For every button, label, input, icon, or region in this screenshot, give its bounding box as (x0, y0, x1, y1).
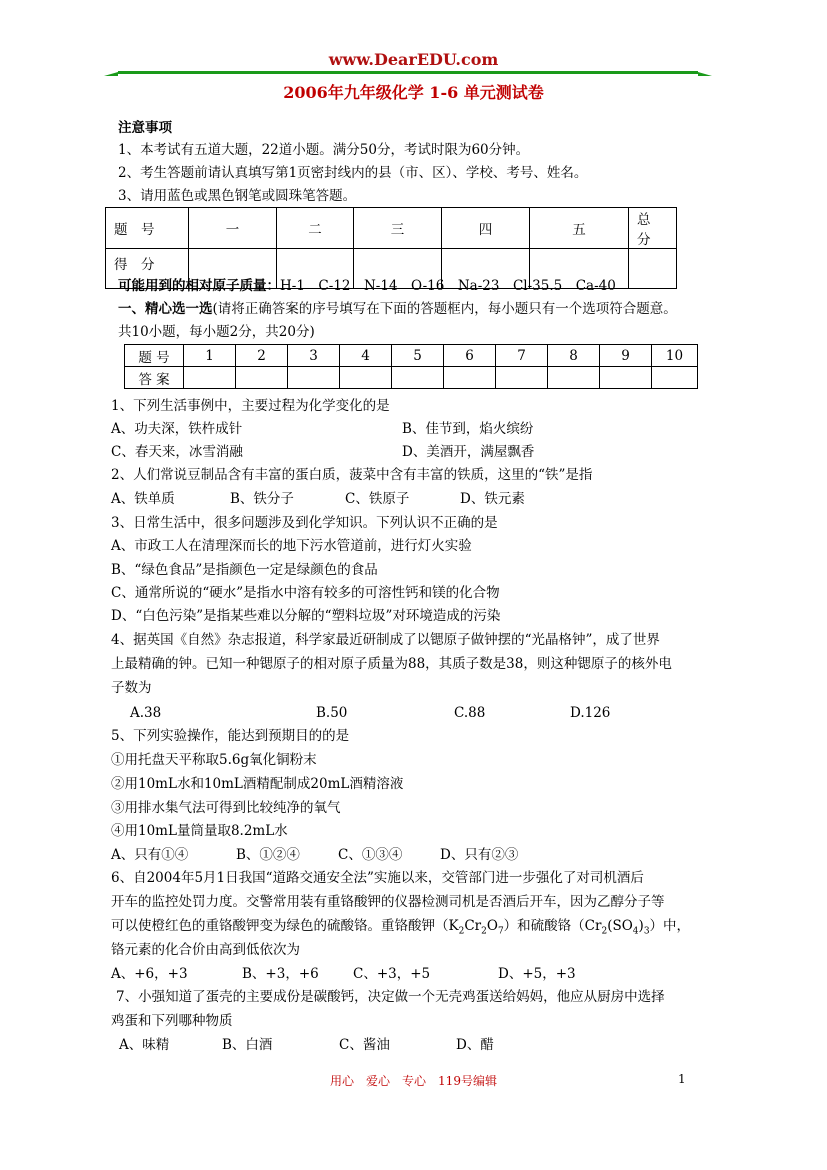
option-b: B、佳节到，焰火缤纷 (402, 421, 534, 437)
option-b: B.50 (316, 705, 348, 721)
option-b: B、①②④ (236, 847, 300, 863)
option-a: A、只有①④ (111, 847, 189, 863)
question-stem-cont: 铬元素的化合价由高到低依次为 (111, 942, 300, 958)
score-row-label: 得 分 (106, 249, 189, 289)
question-stem: 2、人们常说豆制品含有丰富的蛋白质，菠菜中含有丰富的铁质，这里的“铁”是指 (111, 467, 593, 483)
answer-row-label: 题 号 (125, 345, 184, 367)
option-c: C、通常所说的“硬水”是指水中溶有较多的可溶性钙和镁的化合物 (111, 585, 500, 601)
question-stem: 5、下列实验操作，能达到预期目的的是 (111, 728, 350, 744)
section1-instruction: (请将正确答案的序号填写在下面的答题框内，每小题只有一个选项符合题意。 (212, 301, 677, 317)
score-header-cell: 五 (530, 208, 629, 249)
answer-cell[interactable] (236, 367, 288, 389)
question-stem-cont: 上最精确的钟。已知一种锶原子的相对原子质量为88，其质子数是38，则这种锶原子的核外电 (111, 656, 672, 672)
statement-item: ④用10mL量筒量取8.2mL水 (111, 823, 288, 839)
option-a: A、+6，+3 (111, 966, 188, 982)
option-a: A、味精 (119, 1037, 170, 1053)
option-c: C、+3，+5 (353, 966, 431, 982)
score-header-cell: 题 号 (106, 208, 189, 249)
answer-cell[interactable] (288, 367, 340, 389)
option-b: B、+3，+6 (242, 966, 319, 982)
question-number-cell: 6 (444, 345, 496, 367)
atomic-mass-label: 可能用到的相对原子质量： (118, 278, 280, 294)
formula-text: ）和硫酸铬（Cr (503, 918, 602, 934)
question-stem-cont (111, 917, 690, 941)
question-stem: 6、自2004年5月1日我国“道路交通安全法”实施以来，交管部门进一步强化了对司机酒后 (111, 870, 644, 886)
option-c: C、①③④ (338, 847, 403, 863)
answer-cell[interactable] (392, 367, 444, 389)
answer-cell[interactable] (600, 367, 652, 389)
formula-text: O (486, 918, 498, 934)
question-stem-cont: 子数为 (111, 680, 152, 696)
subscript: 7 (497, 926, 504, 937)
question-number-cell: 3 (288, 345, 340, 367)
atomic-mass-line (118, 277, 616, 295)
option-d: D、醋 (456, 1037, 494, 1053)
question-stem: 7、小强知道了蛋壳的主要成份是碳酸钙，决定做一个无壳鸡蛋送给妈妈，他应从厨房中选择 (116, 989, 665, 1005)
option-d: D、只有②③ (440, 847, 519, 863)
question-number-cell: 4 (340, 345, 392, 367)
statement-item: ③用排水集气法可得到比较纯净的氧气 (111, 800, 341, 816)
formula-text: Cr (464, 918, 482, 934)
option-d: D、“白色污染”是指某些难以分解的“塑料垃圾”对环境造成的污染 (111, 608, 501, 624)
note-item: 2、考生答题前请认真填写第1页密封线内的县（市、区）、学校、考号、姓名。 (118, 165, 588, 181)
answer-cell[interactable] (444, 367, 496, 389)
question-number-cell: 7 (496, 345, 548, 367)
option-d: D、铁元素 (460, 491, 525, 507)
formula-text: ) (638, 918, 644, 934)
subscript: 2 (481, 926, 487, 937)
formula-text: (SO (607, 918, 633, 934)
answer-cell[interactable] (652, 367, 698, 389)
statement-item: ①用托盘天平称取5.6g氧化铜粉末 (111, 752, 317, 768)
subscript: 4 (632, 926, 639, 937)
formula-text: 可以使橙红色的重铬酸钾变为绿色的硫酸铬。重铬酸钾（K (111, 918, 459, 934)
option-a: A、市政工人在清理深而长的地下污水管道前，进行灯火实验 (111, 538, 472, 554)
option-a: A、铁单质 (111, 491, 175, 507)
section1-instruction-cont: 共10小题，每小题2分，共20分) (118, 324, 315, 340)
question-stem-cont: 开车的监控处罚力度。交警常用装有重铬酸钾的仪器检测司机是否酒后开车，因为乙醇分子等 (111, 894, 665, 910)
question-stem: 1、下列生活事例中，主要过程为化学变化的是 (111, 398, 390, 414)
option-b: B、“绿色食品”是指颜色一定是绿颜色的食品 (111, 562, 378, 578)
score-header-cell: 总 分 (629, 208, 677, 249)
option-d: D.126 (570, 705, 611, 721)
option-b: B、白酒 (222, 1037, 273, 1053)
option-a: A.38 (130, 705, 162, 721)
question-number-cell: 9 (600, 345, 652, 367)
answer-row-label: 答 案 (125, 367, 184, 389)
subscript: 3 (643, 926, 650, 937)
option-b: B、铁分子 (230, 491, 294, 507)
question-stem-cont: 鸡蛋和下列哪种物质 (111, 1013, 233, 1029)
answer-cell[interactable] (496, 367, 548, 389)
score-header-cell: 一 (189, 208, 277, 249)
formula-text: ）中， (649, 918, 691, 934)
option-c: C.88 (454, 705, 486, 721)
score-header-cell: 四 (442, 208, 530, 249)
score-header-cell: 二 (277, 208, 354, 249)
page-number: 1 (678, 1072, 686, 1086)
page-title: 2006年九年级化学 1-6 单元测试卷 (283, 83, 544, 102)
question-stem: 4、据英国《自然》杂志报道，科学家最近研制成了以锶原子做钟摆的“光晶格钟”，成了世界 (111, 632, 660, 648)
answer-cell[interactable] (340, 367, 392, 389)
score-cell[interactable] (629, 249, 677, 289)
option-c: C、春天来，冰雪消融 (111, 444, 243, 460)
answer-cell[interactable] (184, 367, 236, 389)
question-stem: 3、日常生活中，很多问题涉及到化学知识。下列认识不正确的是 (111, 515, 498, 531)
answer-table (124, 344, 698, 389)
notes-heading: 注意事项 (118, 120, 172, 136)
option-d: D、+5，+3 (498, 966, 576, 982)
site-url: www.DearEDU.com (328, 50, 499, 69)
score-header-cell: 三 (354, 208, 442, 249)
question-number-cell: 5 (392, 345, 444, 367)
statement-item: ②用10mL水和10mL酒精配制成20mL酒精溶液 (111, 776, 404, 792)
question-number-cell: 8 (548, 345, 600, 367)
subscript: 2 (458, 926, 465, 937)
option-d: D、美酒开，满屋飘香 (402, 444, 535, 460)
question-number-cell: 1 (184, 345, 236, 367)
option-a: A、功夫深，铁杵成针 (111, 421, 243, 437)
question-number-cell: 10 (652, 345, 698, 367)
header-rule (118, 71, 698, 74)
section1-header (118, 300, 677, 318)
note-item: 3、请用蓝色或黑色钢笔或圆珠笔答题。 (118, 188, 357, 204)
note-item: 1、本考试有五道大题，22道小题。满分50分，考试时限为60分钟。 (118, 142, 530, 158)
atomic-mass-values: H-1 C-12 N-14 O-16 Na-23 Cl-35.5 Ca-40 (280, 278, 616, 294)
question-number-cell: 2 (236, 345, 288, 367)
section1-title: 一、精心选一选 (118, 301, 213, 317)
answer-cell[interactable] (548, 367, 600, 389)
footer-text: 用心 爱心 专心 119号编辑 (330, 1074, 497, 1088)
option-c: C、铁原子 (345, 491, 410, 507)
option-c: C、酱油 (339, 1037, 390, 1053)
subscript: 2 (601, 926, 608, 937)
